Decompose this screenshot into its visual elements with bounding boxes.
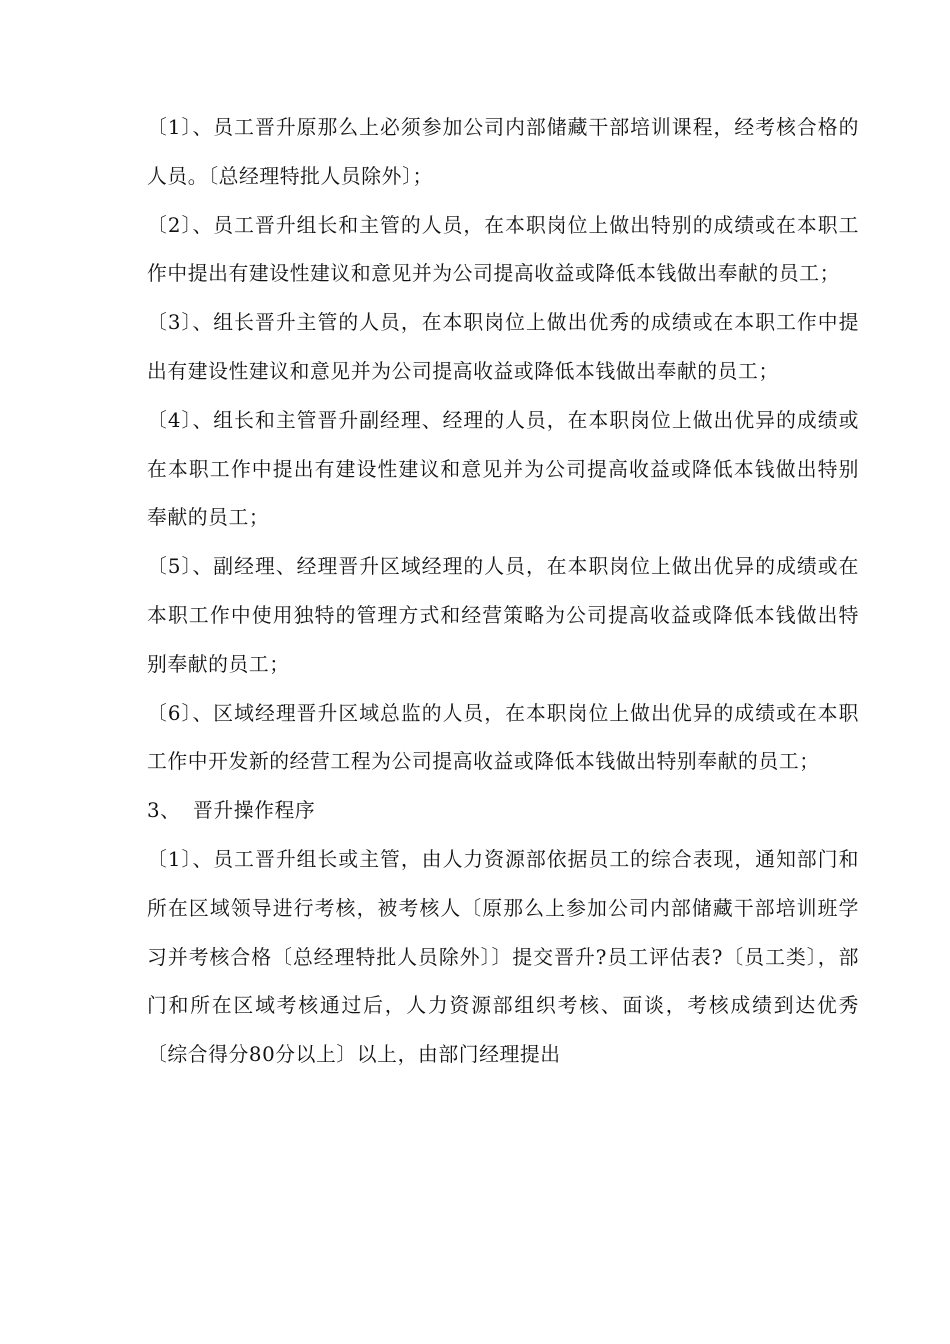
paragraph-6: 〔6〕、区域经理晋升区域总监的人员，在本职岗位上做出优异的成绩或在本职工作中开发新的经营工程为公司提高收益或降低本钱做出特别奉献的员工； <box>147 701 859 774</box>
paragraph-4: 〔4〕、组长和主管晋升副经理、经理的人员，在本职岗位上做出优异的成绩或在本职工作中提出有建设性建议和意见并为公司提高收益或降低本钱做出特别奉献的员工； <box>147 408 859 530</box>
section-heading <box>147 787 859 836</box>
document-body <box>147 104 859 1080</box>
section-number: 3、 <box>147 799 181 823</box>
paragraph-3: 〔3〕、组长晋升主管的人员，在本职岗位上做出优秀的成绩或在本职工作中提出有建设性建议和意见并为公司提高收益或降低本钱做出奉献的员工； <box>147 311 859 383</box>
section-title: 晋升操作程序 <box>193 799 316 823</box>
paragraph-1: 〔1〕、员工晋升原那么上必须参加公司内部储藏干部培训课程，经考核合格的人员。〔总经理特批人员除外〕； <box>147 116 859 188</box>
paragraph-5: 〔5〕、副经理、经理晋升区域经理的人员，在本职岗位上做出优异的成绩或在本职工作中使用独特的管理方式和经营策略为公司提高收益或降低本钱做出特别奉献的员工； <box>147 555 859 676</box>
section-paragraph-1: 〔1〕、员工晋升组长或主管，由人力资源部依据员工的综合表现，通知部门和所在区域领导进行考核，被考核人〔原那么上参加公司内部储藏干部培训班学习并考核合格〔总经理特批人员除外〕〕提交晋升?员工评估表?〔员工类〕，部门和所在区域考核通过后，人力资源部组织考核、面谈，考核成绩到达优秀〔综合得分80分以上〕以上，由部门经理提出 <box>147 847 859 1067</box>
paragraph-2: 〔2〕、员工晋升组长和主管的人员，在本职岗位上做出特别的成绩或在本职工作中提出有建设性建议和意见并为公司提高收益或降低本钱做出奉献的员工； <box>147 213 859 286</box>
